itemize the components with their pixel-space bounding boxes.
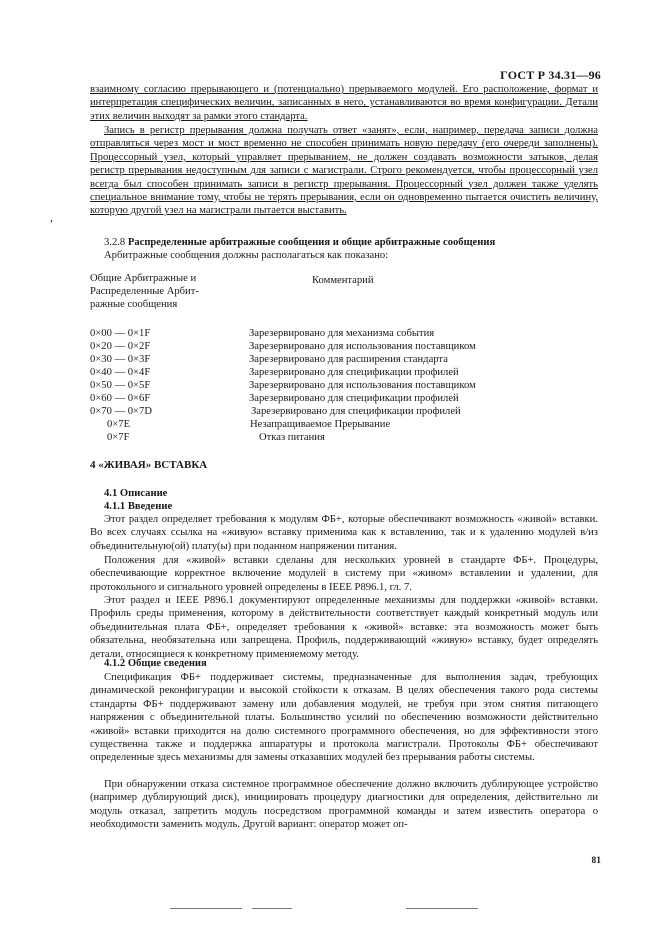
table-row-code: 0×50 — 0×5F: [90, 380, 151, 391]
section-3-2-8-heading: [104, 236, 495, 249]
table-row-code: 0×7E: [107, 419, 131, 430]
section-title: Распределенные арбитражные сообщения и общие арбитражные сообщения: [127, 237, 496, 248]
paragraph-interrupt-register-continued: взаимному согласию прерывающего и (потенциально) прерываемого модулей. Его расположение, формат и интерпретация специфических величин, записанных в него, устанавливаются во время конфигурации. Детали этих величин выходят за рамки этого стандарта.: [90, 84, 598, 122]
table-row-comment: Зарезервировано для спецификации профилей: [249, 367, 459, 378]
paragraph-busy-response: Запись в регистр прерывания должна получать ответ «занят», если, например, передача записи должна отправляться через мост и мост временно не способен принимать новую передачу (его очереди заполнены). Процессорный узел, который управляет прерыванием, не должен создавать возможности затыков, делая регистр прерывания недоступным для записи с магистрали. Строго рекомендуется, чтобы процессорный узел всегда был способен принимать записи в регистр прерывания. Процессорный узел должен также уделять специальное внимание тому, чтобы не терять прерывания, если он одновременно пытается очистить величину, которую другой узел на магистрали пытается выставить.: [90, 125, 598, 217]
table-row-comment: Зарезервировано для расширения стандарта: [249, 354, 448, 365]
table-row-code: 0×30 — 0×3F: [90, 354, 151, 365]
table-row-comment: Зарезервировано для использования поставщиком: [249, 380, 476, 391]
section-4-1-1-heading: 4.1.1 Введение: [104, 501, 173, 512]
table-row-comment: Зарезервировано для механизма события: [249, 328, 435, 339]
section-4-1-2-heading: 4.1.2 Общие сведения: [104, 658, 207, 669]
paragraph-4-1-1-levels: Положения для «живой» вставки сделаны для нескольких уровней в стандарте ФБ+. Процедуры, обеспечивающие корректное включение модулей в систему при «живом» вставлении и удалении, для протокольного и сигнального уровней определены в IEEE P896.1, гл. 7.: [90, 555, 598, 593]
table-row-code: 0×70 — 0×7D: [90, 406, 152, 417]
section-number: 3.2.8: [104, 237, 126, 248]
table-col2-header: Комментарий: [312, 275, 374, 286]
table-row-code: 0×20 — 0×2F: [90, 341, 151, 352]
paragraph-4-1-1-intro: Этот раздел определяет требования к модулям ФБ+, которые обеспечивают возможность «живой» вставки. Во всех случаях ссылка на «живую» вставку применима как к вставлению, так и к удалению модулей в/из объединительную(ой) плату(ы) при поданном напряжении питания.: [90, 514, 598, 552]
table-row-comment: Незапращиваемое Прерывание: [250, 419, 391, 430]
table-row-comment: Зарезервировано для спецификации профилей: [249, 393, 459, 404]
table-row-comment: Отказ питания: [259, 432, 325, 443]
paragraph-4-1-2-general: Спецификация ФБ+ поддерживает системы, предназначенные для выполнения задач, требующих динамической реконфигурации и высокой стойкости к отказам. В целях обеспечения такого рода системы стандарты ФБ+ поддерживают замену или добавления модулей, не требуя при этом снятия питающего напряжения с объединительной платы. Большинство усилий по обеспечению возможности действительно «живой» вставки приходится на долю системного программного обеспечения, но для эффективности этого существенна также и поддержка аппаратуры и протокола магистрали. Протоколы ФБ+ обеспечивают определенные здесь механизмы для замены отказавших модулей без прерывания работы системы.: [90, 672, 598, 764]
table-row-comment: Зарезервировано для спецификации профилей: [251, 406, 461, 417]
section-3-2-8-intro: Арбитражные сообщения должны располагаться как показано:: [104, 250, 389, 261]
footer-rule: [406, 908, 478, 909]
table-row-code: 0×00 — 0×1F: [90, 328, 151, 339]
table-col1-header-line-2: Распределенные Арбит-: [90, 286, 199, 297]
page-number: 81: [591, 856, 601, 866]
section-4-title: 4 «ЖИВАЯ» ВСТАВКА: [90, 459, 208, 471]
table-row-code: 0×60 — 0×6F: [90, 393, 151, 404]
table-row-comment: Зарезервировано для использования поставщиком: [249, 341, 476, 352]
table-row-code: 0×40 — 0×4F: [90, 367, 151, 378]
table-col1-header-line-1: Общие Арбитражные и: [90, 273, 197, 284]
margin-mark: ,: [50, 210, 53, 224]
section-4-1-heading: 4.1 Описание: [104, 488, 168, 499]
footer-rule: [170, 908, 242, 909]
paragraph-4-1-1-profiles: Этот раздел и IEEE P896.1 документируют определенные механизмы для поддержки «живой» вставки. Профиль среды применения, которому в действительности соответствует каждый конкретный модуль или объединительная плата ФБ+, определяет требования к «живой» вставке: эта возможность может быть обязательна, необязательна или запрещена. Профиль, поддерживающий «живую» вставку, будет определять детали, относящиеся к конкретному применяемому методу.: [90, 595, 598, 660]
paragraph-4-1-2-failure-detection: При обнаружении отказа системное программное обеспечение должно включить дублирующее устройство (например дублирующий диск), инициировать процедуру диагностики для определения, действительно ли модуль отказал, запретить модуль посредством программной команды и затем известить оператора о необходимости заменить модуль. Другой вариант: оператор может оп-: [90, 779, 598, 831]
footer-rule: [252, 908, 292, 909]
table-col1-header-line-3: ражные сообщения: [90, 299, 178, 310]
table-row-code: 0×7F: [107, 432, 130, 443]
page-header-doc-code: ГОСТ Р 34.31—96: [500, 68, 601, 82]
